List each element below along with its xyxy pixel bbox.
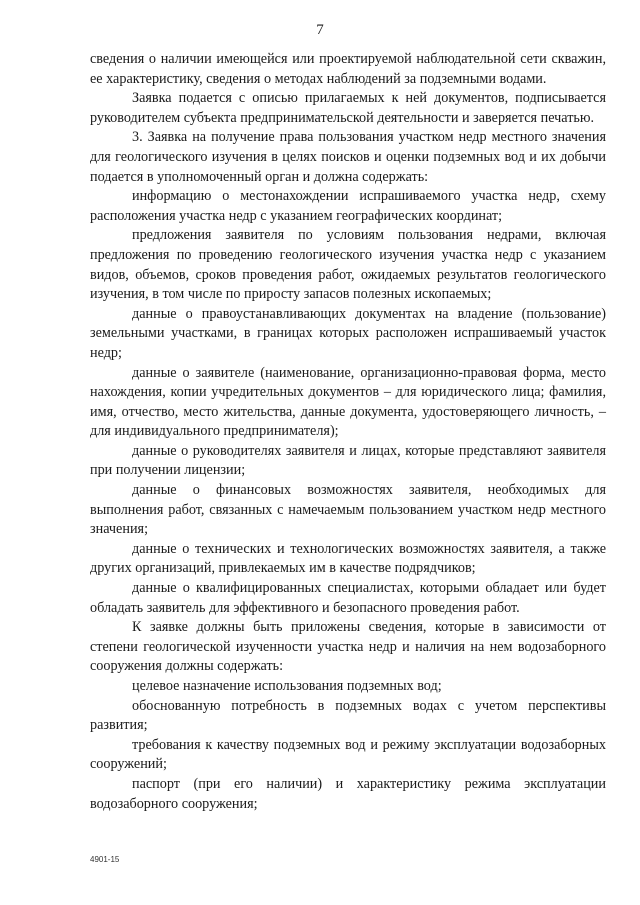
paragraph: информацию о местонахождении испрашиваемого участка недр, схему расположения участка недр с указанием географических координат; bbox=[90, 188, 606, 224]
paragraph: предложения заявителя по условиям пользования недрами, включая предложения по проведению геологического изучения участка недр с указанием видов, объемов, сроков проведения работ, ожидаемых результатов геологического изучения, в том числе по приросту запасов полезных ископаемых; bbox=[90, 227, 606, 303]
paragraph: данные о правоустанавливающих документах на владение (пользование) земельными участками, в границах которых расположен испрашиваемый участок недр; bbox=[90, 305, 606, 361]
paragraph: данные о руководителях заявителя и лицах, которые представляют заявителя при получении лицензии; bbox=[90, 442, 606, 479]
paragraph: К заявке должны быть приложены сведения, которые в зависимости от степени геологической изученности участка недр и наличия на нем водозаборного сооружения должны содержать: bbox=[90, 619, 606, 675]
paragraph: данные о заявителе (наименование, организационно-правовая форма, место нахождения, копии учредительных документов – для юридического лица; фамилия, имя, отчество, место жительства, данные документа, удостоверяющего личность, – для индивидуального предпринимателя); bbox=[90, 364, 606, 440]
paragraph: требования к качеству подземных вод и режиму эксплуатации водозаборных сооружений; bbox=[90, 736, 606, 773]
footer-code: 4901-15 bbox=[90, 855, 120, 864]
paragraph: сведения о наличии имеющейся или проектируемой наблюдательной сети скважин, ее характеристику, сведения о методах наблюдений за подземными водами. bbox=[90, 51, 606, 87]
document-body bbox=[90, 50, 606, 814]
paragraph: данные о технических и технологических возможностях заявителя, а также других организаций, привлекаемых им в качестве подрядчиков; bbox=[90, 540, 606, 577]
paragraph: паспорт (при его наличии) и характеристику режима эксплуатации водозаборного сооружения; bbox=[90, 775, 606, 812]
paragraph: 3. Заявка на получение права пользования участком недр местного значения для геологического изучения в целях поисков и оценки подземных вод и их добычи подается в уполномоченный орган и должна содержать: bbox=[90, 129, 606, 185]
paragraph: обоснованную потребность в подземных водах с учетом перспективы развития; bbox=[90, 697, 606, 734]
paragraph: данные о квалифицированных специалистах, которыми обладает или будет обладать заявитель для эффективного и безопасного проведения работ. bbox=[90, 580, 606, 616]
paragraph: целевое назначение использования подземных вод; bbox=[132, 678, 442, 694]
paragraph: Заявка подается с описью прилагаемых к ней документов, подписывается руководителем субъекта предпринимательской деятельности и заверяется печатью. bbox=[90, 90, 606, 126]
page-number: 7 bbox=[316, 22, 324, 38]
paragraph: данные о финансовых возможностях заявителя, необходимых для выполнения работ, связанных с намечаемым пользованием участком недр местного значения; bbox=[90, 482, 606, 538]
